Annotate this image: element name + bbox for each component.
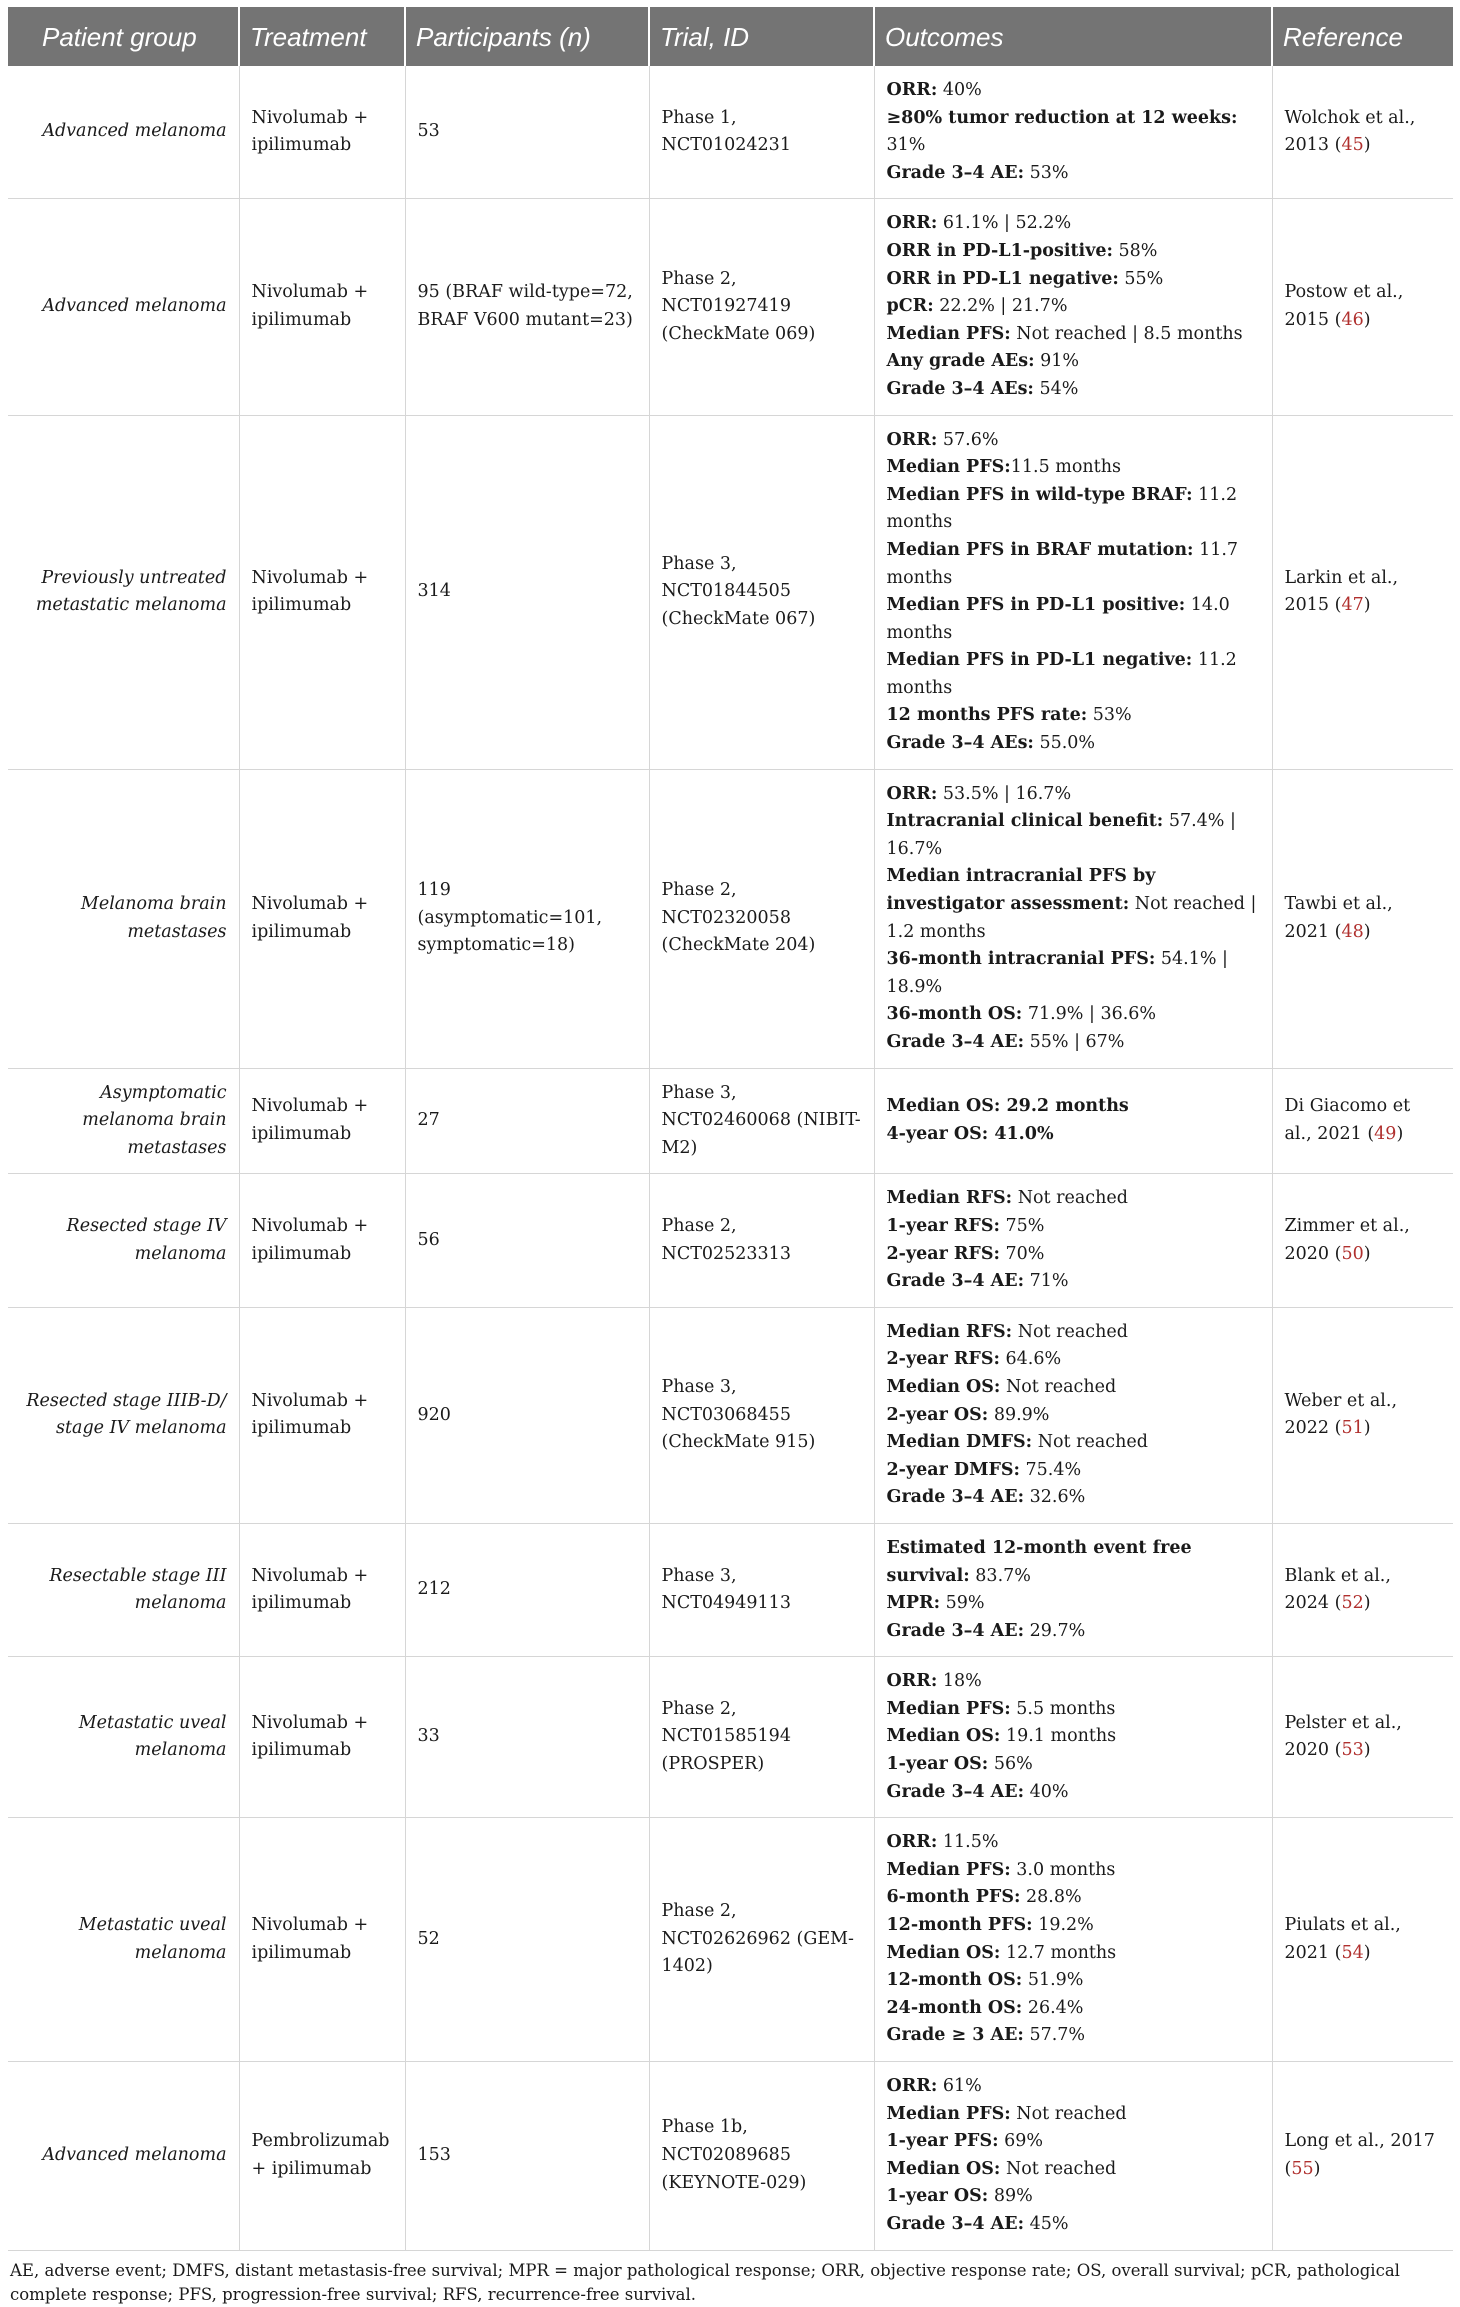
table-row xyxy=(8,2062,1453,2251)
patient-group-cell: Resected stage IIIB-D/ stage IV melanoma xyxy=(8,1307,239,1523)
reference-link[interactable]: 54 xyxy=(1341,1942,1364,1963)
table-row xyxy=(8,1068,1453,1174)
outcome-line xyxy=(887,1668,1260,1696)
reference-close: ) xyxy=(1313,2158,1321,2179)
outcome-value: 3.0 months xyxy=(1010,1859,1116,1880)
outcome-line xyxy=(887,77,1260,105)
outcome-value: 71% xyxy=(1024,1271,1069,1292)
outcome-line xyxy=(887,293,1260,321)
outcome-label: Median PFS in PD-L1 positive: xyxy=(886,595,1186,616)
reference-text: Tawbi et al., 2021 ( xyxy=(1284,894,1393,942)
outcome-line xyxy=(887,1241,1260,1269)
outcome-label: 1-year RFS: xyxy=(886,1215,1000,1236)
outcome-label: Grade 3–4 AEs: xyxy=(886,378,1034,399)
participants-cell: 95 (BRAF wild-type=72, BRAF V600 mutant=23) xyxy=(405,199,649,415)
header-patient-group: Patient group xyxy=(8,7,239,66)
trial-id-cell: Phase 3, NCT02460068 (NIBIT-M2) xyxy=(649,1068,874,1174)
outcome-line xyxy=(887,210,1260,238)
outcome-line xyxy=(887,1402,1260,1430)
outcome-label: Median intracranial PFS by investigator assessment: xyxy=(886,866,1156,915)
outcome-line xyxy=(887,2022,1260,2050)
outcome-label: Median OS: xyxy=(886,1376,1001,1397)
outcome-label: Grade 3–4 AE: xyxy=(886,1487,1025,1508)
outcome-line xyxy=(887,1618,1260,1646)
header-trial-id: Trial, ID xyxy=(649,7,874,66)
outcome-value: 53% xyxy=(1087,705,1132,726)
reference-close: ) xyxy=(1363,309,1371,330)
trial-id-cell: Phase 2, NCT02626962 (GEM-1402) xyxy=(649,1818,874,2062)
patient-group-cell: Metastatic uveal melanoma xyxy=(8,1657,239,1818)
participants-cell: 119 (asymptomatic=101, symptomatic=18) xyxy=(405,769,649,1068)
outcome-line xyxy=(887,1457,1260,1485)
outcome-value: 18% xyxy=(937,1671,982,1692)
patient-group-cell: Resectable stage III melanoma xyxy=(8,1523,239,1656)
reference-text: Weber et al., 2022 ( xyxy=(1284,1390,1398,1439)
reference-text: Blank et al., 2024 ( xyxy=(1284,1565,1391,1614)
outcome-line xyxy=(887,1319,1260,1347)
outcome-label: Estimated 12-month event free survival: xyxy=(886,1537,1192,1586)
table-row xyxy=(8,1818,1453,2062)
outcomes-cell xyxy=(874,1657,1272,1818)
outcome-line xyxy=(887,321,1260,349)
outcome-label: 2-year DMFS: xyxy=(886,1459,1020,1480)
table-row xyxy=(8,1174,1453,1307)
outcome-line xyxy=(887,1912,1260,1940)
outcome-value: 26.4% xyxy=(1022,1997,1084,2018)
outcome-value: Not reached xyxy=(1010,2103,1127,2124)
outcome-line xyxy=(887,647,1260,702)
outcome-line xyxy=(887,808,1260,863)
outcome-line xyxy=(887,1590,1260,1618)
reference-close: ) xyxy=(1363,1243,1371,1264)
participants-cell: 920 xyxy=(405,1307,649,1523)
outcome-value: 75% xyxy=(999,1215,1045,1236)
treatment-cell: Nivolumab + ipilimumab xyxy=(239,1307,405,1523)
participants-cell: 56 xyxy=(405,1174,649,1307)
outcome-line xyxy=(887,1696,1260,1724)
header-reference: Reference xyxy=(1272,7,1453,66)
outcome-value: 55.0% xyxy=(1033,733,1096,754)
outcome-value: 11.7 months xyxy=(886,539,1239,588)
outcome-line xyxy=(887,2183,1260,2211)
reference-text: Pelster et al., 2020 ( xyxy=(1284,1712,1402,1761)
outcome-line xyxy=(887,1884,1260,1912)
outcome-line xyxy=(887,1213,1260,1241)
outcome-line xyxy=(887,1751,1260,1779)
participants-cell: 153 xyxy=(405,2062,649,2251)
outcomes-cell xyxy=(874,66,1272,199)
outcome-label: Grade 3–4 AE: xyxy=(886,1620,1025,1641)
outcome-value: 89% xyxy=(988,2186,1033,2207)
treatment-cell: Nivolumab + ipilimumab xyxy=(239,415,405,769)
trial-id-cell: Phase 1, NCT01024231 xyxy=(649,66,874,199)
outcome-line xyxy=(887,1029,1260,1057)
patient-group-cell: Melanoma brain metastases xyxy=(8,769,239,1068)
outcome-value: Not reached | 8.5 months xyxy=(1010,323,1243,344)
reference-link[interactable]: 55 xyxy=(1291,2158,1314,2179)
outcome-label: 12 months PFS rate: xyxy=(886,705,1088,726)
treatment-cell: Nivolumab + ipilimumab xyxy=(239,1523,405,1656)
outcome-line xyxy=(887,1535,1260,1590)
outcome-label: Median OS: 29.2 months xyxy=(886,1096,1129,1117)
outcome-line xyxy=(887,863,1260,946)
outcome-value: 91% xyxy=(1034,351,1080,372)
reference-close: ) xyxy=(1363,921,1371,942)
reference-link[interactable]: 46 xyxy=(1341,309,1364,330)
outcome-line xyxy=(887,1268,1260,1296)
outcome-label: pCR: xyxy=(886,296,934,317)
outcome-value: 54% xyxy=(1033,378,1079,399)
reference-cell xyxy=(1272,1818,1453,2062)
trial-id-cell: Phase 3, NCT03068455 (CheckMate 915) xyxy=(649,1307,874,1523)
table-row xyxy=(8,1523,1453,1656)
outcome-label: 36-month OS: xyxy=(886,1004,1023,1025)
outcome-value: Not reached xyxy=(1012,1321,1128,1342)
reference-cell xyxy=(1272,2062,1453,2251)
outcome-label: Grade 3–4 AE: xyxy=(886,162,1025,183)
table-row xyxy=(8,199,1453,415)
reference-cell xyxy=(1272,1307,1453,1523)
reference-cell xyxy=(1272,1523,1453,1656)
treatment-cell: Nivolumab + ipilimumab xyxy=(239,1657,405,1818)
reference-close: ) xyxy=(1396,1123,1404,1144)
outcome-label: 1-year PFS: xyxy=(886,2131,999,2152)
table-row xyxy=(8,1657,1453,1818)
outcome-value: 5.5 months xyxy=(1010,1698,1116,1719)
outcome-label: Median DMFS: xyxy=(886,1432,1033,1453)
table-row xyxy=(8,415,1453,769)
outcome-value: 55% | 67% xyxy=(1024,1032,1125,1052)
header-treatment: Treatment xyxy=(239,7,405,66)
outcome-label: Median PFS in BRAF mutation: xyxy=(886,539,1194,560)
outcome-line xyxy=(887,1093,1260,1121)
outcome-value: 45% xyxy=(1024,2213,1069,2234)
outcome-value: 70% xyxy=(999,1243,1045,1264)
outcome-line xyxy=(887,1723,1260,1751)
outcome-value: 58% xyxy=(1112,240,1158,261)
outcome-line xyxy=(887,2073,1260,2101)
outcome-value: Not reached xyxy=(1000,1376,1117,1397)
outcomes-cell xyxy=(874,1307,1272,1523)
treatment-cell: Nivolumab + ipilimumab xyxy=(239,1818,405,2062)
reference-cell xyxy=(1272,1068,1453,1174)
outcome-line xyxy=(887,730,1260,758)
participants-cell: 212 xyxy=(405,1523,649,1656)
outcome-line xyxy=(887,2101,1260,2129)
outcome-label: Any grade AEs: xyxy=(886,351,1035,372)
outcome-label: 24-month OS: xyxy=(886,1997,1023,2018)
outcome-value: 28.8% xyxy=(1020,1887,1082,1908)
outcome-line xyxy=(887,537,1260,592)
outcome-line xyxy=(887,1967,1260,1995)
outcome-value: 69% xyxy=(998,2131,1044,2152)
outcome-line xyxy=(887,348,1260,376)
outcome-line xyxy=(887,454,1260,482)
outcome-label: Median OS: xyxy=(886,1726,1001,1747)
outcome-value: 64.6% xyxy=(999,1349,1062,1370)
outcome-value: 53.5% | 16.7% xyxy=(937,783,1072,804)
trial-id-cell: Phase 3, NCT04949113 xyxy=(649,1523,874,1656)
reference-text: Postow et al., 2015 ( xyxy=(1284,282,1404,330)
outcome-label: Grade 3–4 AE: xyxy=(886,1271,1025,1292)
reference-close: ) xyxy=(1363,1740,1371,1761)
outcome-label: Grade ≥ 3 AE: xyxy=(886,2025,1024,2046)
outcome-label: ORR: xyxy=(886,1832,938,1853)
patient-group-cell: Advanced melanoma xyxy=(8,66,239,199)
header-outcomes: Outcomes xyxy=(874,7,1272,66)
outcome-value: 57.6% xyxy=(937,429,999,450)
reference-link[interactable]: 50 xyxy=(1341,1243,1364,1264)
trial-id-cell: Phase 2, NCT01585194 (PROSPER) xyxy=(649,1657,874,1818)
outcome-line xyxy=(887,266,1260,294)
outcome-label: ORR: xyxy=(886,1671,938,1692)
outcome-label: ORR: xyxy=(886,213,938,234)
participants-cell: 314 xyxy=(405,415,649,769)
reference-link[interactable]: 51 xyxy=(1341,1418,1364,1439)
outcome-label: ORR: xyxy=(886,783,938,804)
outcome-line xyxy=(887,160,1260,188)
outcome-value: 71.9% | 36.6% xyxy=(1022,1004,1157,1025)
treatment-cell: Nivolumab + ipilimumab xyxy=(239,1068,405,1174)
reference-link[interactable]: 49 xyxy=(1374,1123,1397,1144)
table-header-row xyxy=(8,7,1453,66)
outcome-value: Not reached xyxy=(1012,1188,1128,1209)
outcome-label: Median PFS: xyxy=(886,1859,1011,1880)
outcome-label: Median OS: xyxy=(886,2158,1001,2179)
outcome-label: Median OS: xyxy=(886,1942,1001,1963)
participants-cell: 53 xyxy=(405,66,649,199)
outcomes-cell xyxy=(874,1174,1272,1307)
outcome-line xyxy=(887,1346,1260,1374)
outcome-value: 11.2 months xyxy=(886,650,1237,698)
outcome-label: Grade 3–4 AE: xyxy=(886,1781,1025,1802)
outcome-line xyxy=(887,2128,1260,2156)
outcome-value: 40% xyxy=(937,80,982,100)
outcome-value: 31% xyxy=(886,135,926,156)
reference-link[interactable]: 45 xyxy=(1341,135,1364,156)
patient-group-cell: Metastatic uveal melanoma xyxy=(8,1818,239,2062)
outcome-label: ORR: xyxy=(886,80,938,100)
outcome-value: 59% xyxy=(940,1593,985,1614)
outcome-value: 32.6% xyxy=(1024,1487,1086,1508)
outcome-line xyxy=(887,1001,1260,1029)
outcome-label: ≥80% tumor reduction at 12 weeks: xyxy=(886,107,1238,128)
outcome-line xyxy=(887,238,1260,266)
trial-id-cell: Phase 3, NCT01844505 (CheckMate 067) xyxy=(649,415,874,769)
outcome-label: 6-month PFS: xyxy=(886,1887,1021,1908)
outcome-value: 14.0 months xyxy=(886,595,1230,643)
outcome-value: 75.4% xyxy=(1019,1459,1082,1480)
outcome-value: 54.1% | 18.9% xyxy=(886,949,1228,997)
reference-link[interactable]: 53 xyxy=(1341,1740,1364,1761)
reference-text: Long et al., 2017 ( xyxy=(1284,2131,1435,2179)
outcome-label: Median RFS: xyxy=(886,1321,1013,1342)
outcome-label: Median PFS in PD-L1 negative: xyxy=(886,650,1193,671)
outcome-label: Median RFS: xyxy=(886,1188,1013,1209)
outcome-label: 1-year OS: xyxy=(886,2186,989,2207)
table-row xyxy=(8,769,1453,1068)
outcome-line xyxy=(887,1779,1260,1807)
outcome-line xyxy=(887,2156,1260,2184)
outcomes-cell xyxy=(874,1818,1272,2062)
outcome-value: 29.7% xyxy=(1024,1620,1086,1641)
outcome-value: 61.1% | 52.2% xyxy=(937,213,1072,234)
outcome-value: 11.2 months xyxy=(886,484,1238,533)
outcome-label: Grade 3–4 AEs: xyxy=(886,733,1034,754)
outcome-label: ORR in PD-L1 negative: xyxy=(886,268,1119,289)
outcome-value: 61% xyxy=(937,2076,982,2096)
reference-text: Wolchok et al., 2013 ( xyxy=(1284,107,1416,156)
table-body xyxy=(8,66,1453,2250)
outcome-line xyxy=(887,1940,1260,1968)
outcome-value: 40% xyxy=(1024,1781,1069,1802)
outcome-label: ORR in PD-L1-positive: xyxy=(886,240,1113,261)
reference-text: Di Giacomo et al., 2021 ( xyxy=(1284,1096,1411,1144)
outcome-line xyxy=(887,592,1260,647)
reference-cell xyxy=(1272,1174,1453,1307)
patient-group-cell: Previously untreated metastatic melanoma xyxy=(8,415,239,769)
outcomes-cell xyxy=(874,769,1272,1068)
reference-text: Zimmer et al., 2020 ( xyxy=(1284,1215,1410,1264)
header-participants: Participants (n) xyxy=(405,7,649,66)
outcomes-cell xyxy=(874,199,1272,415)
outcomes-cell xyxy=(874,2062,1272,2251)
outcome-label: 36-month intracranial PFS: xyxy=(886,949,1156,970)
reference-link[interactable]: 52 xyxy=(1341,1593,1364,1614)
patient-group-cell: Advanced melanoma xyxy=(8,199,239,415)
outcome-label: Grade 3–4 AE: xyxy=(886,1032,1025,1052)
outcome-line xyxy=(887,105,1260,160)
treatment-cell: Nivolumab + ipilimumab xyxy=(239,66,405,199)
outcome-value: 19.1 months xyxy=(1000,1726,1117,1747)
outcome-value: Not reached xyxy=(1032,1432,1148,1453)
participants-cell: 52 xyxy=(405,1818,649,2062)
reference-link[interactable]: 48 xyxy=(1341,921,1364,942)
reference-cell xyxy=(1272,66,1453,199)
outcome-label: ORR: xyxy=(886,2076,938,2096)
outcome-line xyxy=(887,427,1260,455)
patient-group-cell: Resected stage IV melanoma xyxy=(8,1174,239,1307)
outcome-line xyxy=(887,2211,1260,2239)
trial-id-cell: Phase 2, NCT02523313 xyxy=(649,1174,874,1307)
outcomes-cell xyxy=(874,415,1272,769)
outcome-label: 2-year OS: xyxy=(886,1404,989,1425)
treatment-cell: Nivolumab + ipilimumab xyxy=(239,769,405,1068)
outcomes-cell xyxy=(874,1523,1272,1656)
reference-cell xyxy=(1272,415,1453,769)
outcome-line xyxy=(887,1374,1260,1402)
clinical-trials-table xyxy=(8,7,1453,2251)
outcome-label: 2-year RFS: xyxy=(886,1243,1000,1264)
outcome-label: Median PFS: xyxy=(886,1698,1011,1719)
reference-close: ) xyxy=(1363,1593,1371,1614)
outcome-line xyxy=(887,1995,1260,2023)
outcome-line xyxy=(887,482,1260,537)
outcome-line xyxy=(887,1484,1260,1512)
outcome-line xyxy=(887,1857,1260,1885)
reference-close: ) xyxy=(1363,135,1371,156)
outcome-value: 55% xyxy=(1118,268,1164,289)
table-row xyxy=(8,66,1453,199)
patient-group-cell: Advanced melanoma xyxy=(8,2062,239,2251)
participants-cell: 33 xyxy=(405,1657,649,1818)
trial-id-cell: Phase 2, NCT01927419 (CheckMate 069) xyxy=(649,199,874,415)
outcome-label: Median PFS: xyxy=(886,2103,1011,2124)
outcome-label: MPR: xyxy=(886,1593,941,1614)
outcome-line xyxy=(887,376,1260,404)
outcome-value: 53% xyxy=(1024,162,1069,183)
patient-group-cell: Asymptomatic melanoma brain metastases xyxy=(8,1068,239,1174)
outcome-label: ORR: xyxy=(886,429,938,450)
outcome-label: Intracranial clinical benefit: xyxy=(886,811,1164,832)
outcome-value: Not reached xyxy=(1000,2158,1117,2179)
participants-cell: 27 xyxy=(405,1068,649,1174)
outcome-label: Median PFS: xyxy=(886,323,1011,344)
outcome-label: Median PFS in wild-type BRAF: xyxy=(886,484,1193,505)
outcome-value: 11.5 months xyxy=(1010,457,1121,478)
reference-cell xyxy=(1272,769,1453,1068)
trial-id-cell: Phase 2, NCT02320058 (CheckMate 204) xyxy=(649,769,874,1068)
outcome-value: 57.7% xyxy=(1023,2025,1086,2046)
outcome-value: 19.2% xyxy=(1032,1915,1094,1936)
outcome-value: 11.5% xyxy=(937,1832,999,1853)
outcome-label: 4-year OS: 41.0% xyxy=(886,1123,1054,1144)
outcome-value: Not reached | 1.2 months xyxy=(886,894,1257,942)
outcomes-cell xyxy=(874,1068,1272,1174)
treatment-cell: Nivolumab + ipilimumab xyxy=(239,1174,405,1307)
outcome-value: 22.2% | 21.7% xyxy=(933,296,1068,317)
treatment-cell: Nivolumab + ipilimumab xyxy=(239,199,405,415)
outcome-line xyxy=(887,946,1260,1001)
outcome-line xyxy=(887,1429,1260,1457)
outcome-line xyxy=(887,1185,1260,1213)
reference-close: ) xyxy=(1363,1942,1371,1963)
reference-close: ) xyxy=(1363,595,1371,616)
reference-text: Piulats et al., 2021 ( xyxy=(1284,1915,1401,1963)
treatment-cell: Pembrolizumab + ipilimumab xyxy=(239,2062,405,2251)
outcome-label: Grade 3–4 AE: xyxy=(886,2213,1025,2234)
outcome-label: 2-year RFS: xyxy=(886,1349,1000,1370)
outcome-value: 51.9% xyxy=(1022,1970,1084,1991)
outcome-line xyxy=(887,702,1260,730)
outcome-label: Median PFS: xyxy=(886,457,1011,478)
outcome-value: 56% xyxy=(988,1754,1033,1775)
reference-close: ) xyxy=(1363,1418,1371,1439)
outcome-value: 57.4% | 16.7% xyxy=(886,811,1236,859)
table-footnote: AE, adverse event; DMFS, distant metastasis-free survival; MPR = major pathological response; ORR, objective response rate; OS, overall survival; pCR, pathological complete response; PFS, progression-free survival; RFS, recurrence-free survival. xyxy=(10,2260,1400,2304)
outcome-value: 89.9% xyxy=(988,1404,1050,1425)
outcome-label: 1-year OS: xyxy=(886,1754,989,1775)
outcome-line xyxy=(887,1829,1260,1857)
table-row xyxy=(8,1307,1453,1523)
reference-cell xyxy=(1272,1657,1453,1818)
outcome-label: 12-month OS: xyxy=(886,1970,1023,1991)
reference-text: Larkin et al., 2015 ( xyxy=(1284,567,1399,616)
reference-cell xyxy=(1272,199,1453,415)
outcome-label: 12-month PFS: xyxy=(886,1915,1033,1936)
outcome-value: 83.7% xyxy=(969,1565,1031,1586)
outcome-line xyxy=(887,1121,1260,1149)
outcome-value: 12.7 months xyxy=(1000,1942,1117,1963)
outcome-line xyxy=(887,781,1260,809)
reference-link[interactable]: 47 xyxy=(1341,595,1364,616)
trial-id-cell: Phase 1b, NCT02089685 (KEYNOTE-029) xyxy=(649,2062,874,2251)
